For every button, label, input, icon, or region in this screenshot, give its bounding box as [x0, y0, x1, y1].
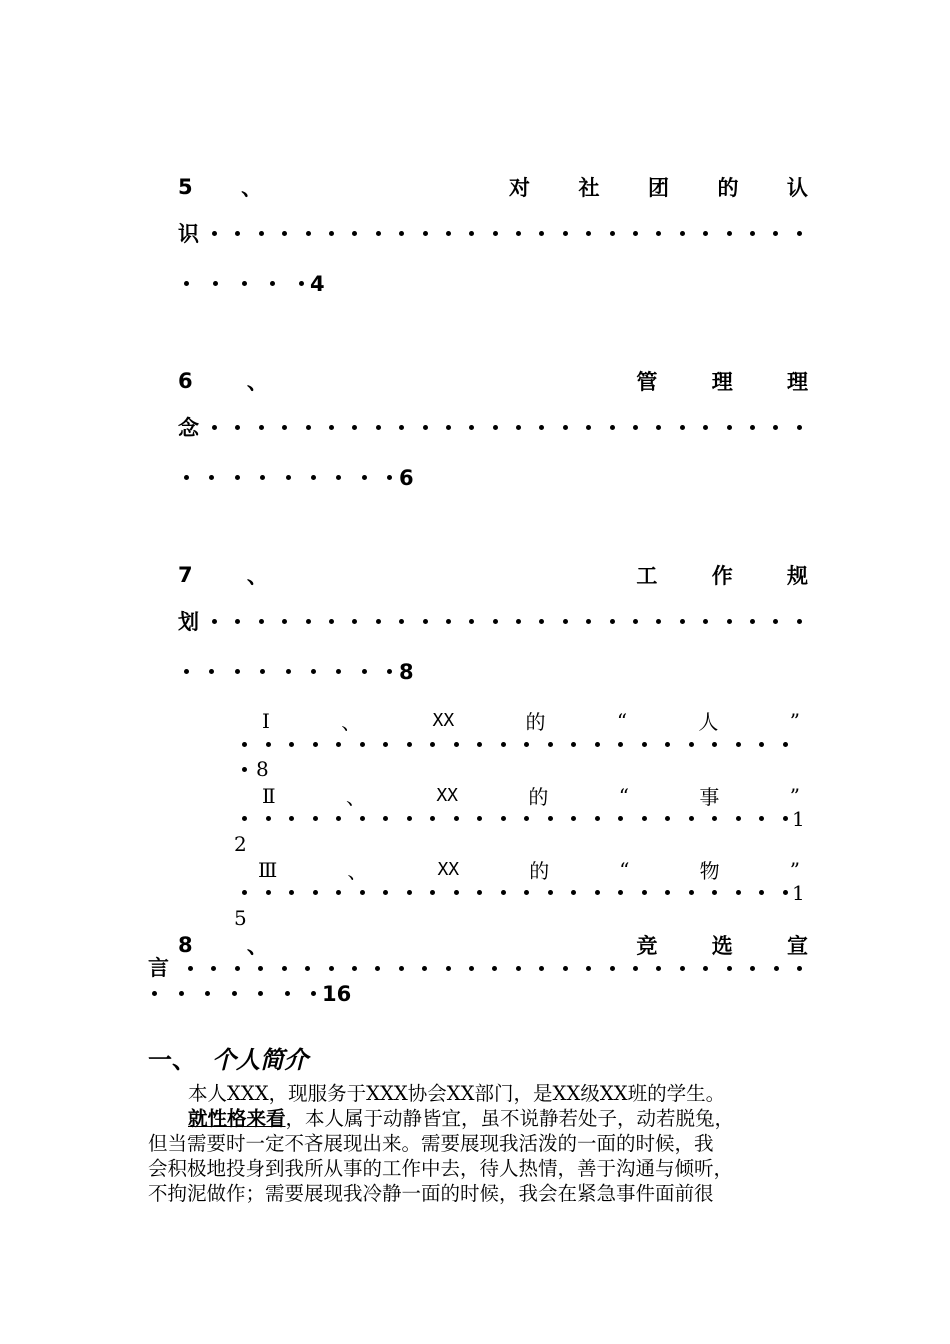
- toc-item-6-char: 管: [636, 370, 658, 394]
- leader-dot: [797, 231, 802, 236]
- leader-dot: [329, 619, 334, 624]
- toc-sub-3-rquote: ”: [789, 857, 800, 882]
- leader-dot: [235, 425, 240, 430]
- paragraph-1: 本人XXX，现服务于XXX协会XX部门，是XX级XX班的学生。: [188, 1082, 726, 1105]
- leader-dot: [563, 231, 568, 236]
- leader-dot: [258, 991, 263, 996]
- toc-item-7-last-char: 划: [178, 610, 199, 634]
- leader-dot: [783, 890, 788, 895]
- toc-item-7-char: 作: [711, 564, 733, 588]
- leader-dot: [352, 619, 357, 624]
- toc-sub-1-lquote: “: [616, 708, 628, 733]
- leader-dot: [289, 742, 294, 747]
- toc-sub-3-leader: [242, 890, 788, 895]
- leader-dot: [595, 742, 600, 747]
- toc-item-5-char: 认: [786, 176, 808, 200]
- leader-dot: [727, 966, 732, 971]
- leader-dot: [260, 475, 265, 480]
- paragraph-2-line-3: 会积极地投身到我所从事的工作中去，待人热情，善于沟通与倾听，: [148, 1157, 734, 1180]
- leader-dot: [289, 816, 294, 821]
- toc-sub-3-page-b: 5: [234, 906, 247, 930]
- leader-dot: [313, 816, 318, 821]
- toc-sub-2-rquote: ”: [789, 783, 800, 808]
- leader-dot: [797, 619, 802, 624]
- leader-dot: [516, 619, 521, 624]
- leader-dot: [360, 816, 365, 821]
- toc-item-5-char: 的: [717, 176, 739, 200]
- leader-dot: [407, 742, 412, 747]
- leader-dot: [376, 425, 381, 430]
- leader-dot: [430, 890, 435, 895]
- toc-sub-2-word: 事: [699, 785, 720, 809]
- leader-dot: [736, 890, 741, 895]
- leader-dot: [563, 619, 568, 624]
- leader-dot: [773, 425, 778, 430]
- toc-sub-1-separator: 、: [341, 710, 362, 734]
- leader-dot: [689, 742, 694, 747]
- leader-dot: [211, 966, 216, 971]
- toc-sub-1-page: 8: [256, 757, 269, 781]
- leader-dot: [548, 742, 553, 747]
- leader-dot: [477, 742, 482, 747]
- leader-dot: [571, 816, 576, 821]
- paragraph-2-line-2: 但当需要时一定不吝展现出来。需要展现我活泼的一面的时候，我: [148, 1132, 714, 1155]
- leader-dot: [383, 816, 388, 821]
- toc-item-6-number: 6: [178, 369, 193, 393]
- toc-item-8-leader-1: [188, 966, 802, 971]
- leader-dot: [242, 281, 247, 286]
- leader-dot: [689, 890, 694, 895]
- leader-dot: [524, 816, 529, 821]
- leader-dot: [595, 816, 600, 821]
- leader-dot: [750, 966, 755, 971]
- toc-sub-1-leader-1: [242, 742, 788, 747]
- leader-dot: [656, 619, 661, 624]
- leader-dot: [595, 890, 600, 895]
- toc-sub-2-roman: Ⅱ: [262, 783, 276, 808]
- leader-dot: [656, 425, 661, 430]
- leader-dot: [642, 742, 647, 747]
- leader-dot: [680, 231, 685, 236]
- toc-item-5-char: 对: [509, 176, 531, 200]
- leader-dot: [329, 231, 334, 236]
- leader-dot: [306, 231, 311, 236]
- body-text: [148, 1081, 808, 1206]
- leader-dot: [313, 890, 318, 895]
- leader-dot: [242, 767, 247, 772]
- leader-dot: [618, 742, 623, 747]
- leader-dot: [336, 475, 341, 480]
- leader-dot: [759, 816, 764, 821]
- leader-dot: [260, 669, 265, 674]
- leader-dot: [376, 619, 381, 624]
- leader-dot: [539, 966, 544, 971]
- toc-item-5-char: 团: [647, 176, 669, 200]
- leader-dot: [492, 966, 497, 971]
- leader-dot: [399, 619, 404, 624]
- leader-dot: [376, 231, 381, 236]
- leader-dot: [773, 231, 778, 236]
- toc-item-6-char: 理: [786, 370, 808, 394]
- leader-dot: [213, 281, 218, 286]
- leader-dot: [289, 890, 294, 895]
- leader-dot: [610, 425, 615, 430]
- toc-sub-1-de: 的: [525, 710, 546, 734]
- leader-dot: [539, 619, 544, 624]
- toc-item-7-leader-2: [184, 669, 392, 674]
- leader-dot: [454, 890, 459, 895]
- section-number: 一、: [148, 1045, 196, 1074]
- toc-item-8-char: 宣: [786, 934, 808, 958]
- leader-dot: [493, 619, 498, 624]
- leader-dot: [235, 669, 240, 674]
- toc-sub-2-page-a: 1: [792, 807, 805, 831]
- leader-dot: [306, 425, 311, 430]
- leader-dot: [259, 425, 264, 430]
- section-heading: [148, 1040, 308, 1075]
- leader-dot: [430, 816, 435, 821]
- leader-dot: [311, 475, 316, 480]
- toc-item-6-separator: 、: [246, 370, 268, 394]
- leader-dot: [286, 475, 291, 480]
- toc-sub-3-roman: Ⅲ: [258, 857, 278, 882]
- leader-dot: [152, 991, 157, 996]
- toc-item-5-page: 4: [310, 272, 325, 296]
- leader-dot: [258, 966, 263, 971]
- leader-dot: [362, 669, 367, 674]
- leader-dot: [665, 890, 670, 895]
- leader-dot: [727, 619, 732, 624]
- toc-item-6-leader-1: [212, 425, 802, 430]
- leader-dot: [571, 890, 576, 895]
- toc-item-8-last-char: 言: [148, 956, 169, 980]
- leader-dot: [311, 991, 316, 996]
- leader-dot: [712, 890, 717, 895]
- leader-dot: [618, 890, 623, 895]
- leader-dot: [501, 890, 506, 895]
- leader-dot: [242, 816, 247, 821]
- leader-dot: [407, 816, 412, 821]
- leader-dot: [360, 742, 365, 747]
- leader-dot: [797, 966, 802, 971]
- leader-dot: [539, 425, 544, 430]
- leader-dot: [423, 425, 428, 430]
- leader-dot: [270, 281, 275, 286]
- leader-dot: [501, 742, 506, 747]
- toc-item-5-separator: 、: [241, 176, 263, 200]
- leader-dot: [712, 742, 717, 747]
- toc-item-7-page: 8: [399, 660, 414, 684]
- leader-dot: [285, 991, 290, 996]
- leader-dot: [179, 991, 184, 996]
- leader-dot: [563, 425, 568, 430]
- leader-dot: [469, 966, 474, 971]
- leader-dot: [399, 966, 404, 971]
- toc-item-8-separator: 、: [246, 934, 268, 958]
- paragraph-2-line-1: [148, 1106, 808, 1131]
- leader-dot: [423, 231, 428, 236]
- leader-dot: [539, 231, 544, 236]
- leader-dot: [387, 669, 392, 674]
- leader-dot: [266, 742, 271, 747]
- leader-dot: [750, 425, 755, 430]
- leader-dot: [212, 231, 217, 236]
- leader-dot: [242, 890, 247, 895]
- leader-dot: [259, 619, 264, 624]
- leader-dot: [235, 966, 240, 971]
- leader-dot: [571, 742, 576, 747]
- toc-sub-3-separator: 、: [347, 859, 368, 883]
- toc-sub-2-de: 的: [528, 785, 549, 809]
- toc-item-8-number: 8: [178, 933, 193, 957]
- leader-dot: [352, 966, 357, 971]
- leader-dot: [282, 619, 287, 624]
- leader-dot: [680, 425, 685, 430]
- toc-sub-1-line1[interactable]: [262, 706, 800, 735]
- leader-dot: [524, 890, 529, 895]
- toc-item-8-char: 竞: [636, 934, 658, 958]
- leader-dot: [446, 966, 451, 971]
- leader-dot: [336, 890, 341, 895]
- toc-sub-1-rquote: ”: [789, 708, 800, 733]
- leader-dot: [656, 231, 661, 236]
- leader-dot: [282, 966, 287, 971]
- toc-sub-1-roman: Ⅰ: [262, 708, 270, 733]
- leader-dot: [212, 619, 217, 624]
- toc-sub-1-leader-2: [242, 767, 248, 772]
- leader-dot: [703, 966, 708, 971]
- leader-dot: [306, 619, 311, 624]
- leader-dot: [750, 619, 755, 624]
- leader-dot: [493, 231, 498, 236]
- leader-dot: [501, 816, 506, 821]
- leader-dot: [422, 966, 427, 971]
- leader-dot: [610, 619, 615, 624]
- toc-sub-2-lquote: “: [618, 783, 630, 808]
- leader-dot: [329, 966, 334, 971]
- leader-dot: [477, 816, 482, 821]
- leader-dot: [242, 742, 247, 747]
- leader-dot: [736, 816, 741, 821]
- toc-item-5-last-char: 识: [178, 222, 199, 246]
- toc-sub-1-word: 人: [698, 710, 719, 734]
- leader-dot: [311, 669, 316, 674]
- toc-sub-3-line1[interactable]: [258, 855, 800, 884]
- toc-sub-2-xx: XX: [436, 785, 459, 806]
- toc-item-8-line1[interactable]: [178, 930, 808, 960]
- leader-dot: [797, 425, 802, 430]
- toc-item-5-leader-1: [212, 231, 802, 236]
- leader-dot: [680, 619, 685, 624]
- leader-dot: [477, 890, 482, 895]
- leader-dot: [235, 231, 240, 236]
- leader-dot: [703, 231, 708, 236]
- toc-item-6-char: 理: [711, 370, 733, 394]
- toc-item-7-char: 规: [786, 564, 808, 588]
- toc-item-5-char: 社: [578, 176, 600, 200]
- leader-dot: [633, 231, 638, 236]
- leader-dot: [773, 619, 778, 624]
- leader-dot: [329, 425, 334, 430]
- leader-dot: [209, 475, 214, 480]
- leader-dot: [212, 425, 217, 430]
- leader-dot: [469, 619, 474, 624]
- leader-dot: [235, 475, 240, 480]
- leader-dot: [446, 231, 451, 236]
- leader-dot: [712, 816, 717, 821]
- leader-dot: [586, 231, 591, 236]
- toc-sub-2-separator: 、: [345, 785, 366, 809]
- leader-dot: [383, 742, 388, 747]
- toc-sub-2-line1[interactable]: [262, 781, 800, 810]
- leader-dot: [375, 966, 380, 971]
- leader-dot: [205, 991, 210, 996]
- leader-dot: [516, 425, 521, 430]
- leader-dot: [727, 425, 732, 430]
- leader-dot: [352, 231, 357, 236]
- toc-item-7-char: 工: [636, 564, 658, 588]
- leader-dot: [618, 816, 623, 821]
- leader-dot: [299, 281, 304, 286]
- leader-dot: [633, 425, 638, 430]
- leader-dot: [286, 669, 291, 674]
- leader-dot: [454, 816, 459, 821]
- leader-dot: [633, 966, 638, 971]
- leader-dot: [736, 742, 741, 747]
- leader-dot: [362, 475, 367, 480]
- leader-dot: [266, 816, 271, 821]
- leader-dot: [610, 966, 615, 971]
- paragraph-2-line-4: 不拘泥做作；需要展现我冷静一面的时候，我会在紧急事件面前很: [148, 1182, 714, 1205]
- leader-dot: [446, 619, 451, 624]
- toc-sub-3-word: 物: [699, 859, 720, 883]
- toc-item-6-page: 6: [399, 466, 414, 490]
- leader-dot: [610, 231, 615, 236]
- toc-item-7-separator: 、: [246, 564, 268, 588]
- leader-dot: [430, 742, 435, 747]
- leader-dot: [665, 742, 670, 747]
- leader-dot: [399, 231, 404, 236]
- section-title: 个人简介: [212, 1045, 308, 1074]
- toc-item-5-line1[interactable]: [178, 172, 808, 202]
- leader-dot: [336, 742, 341, 747]
- leader-dot: [703, 425, 708, 430]
- leader-dot: [774, 966, 779, 971]
- toc-item-7-line1[interactable]: [178, 560, 808, 590]
- leader-dot: [313, 742, 318, 747]
- toc-item-8-page: 16: [322, 982, 352, 1006]
- leader-dot: [266, 890, 271, 895]
- leader-dot: [703, 619, 708, 624]
- toc-item-8-char: 选: [711, 934, 733, 958]
- leader-dot: [209, 669, 214, 674]
- leader-dot: [750, 231, 755, 236]
- leader-dot: [586, 966, 591, 971]
- leader-dot: [783, 816, 788, 821]
- leader-dot: [383, 890, 388, 895]
- leader-dot: [469, 231, 474, 236]
- toc-sub-3-lquote: “: [619, 857, 630, 882]
- leader-dot: [642, 816, 647, 821]
- leader-dot: [633, 619, 638, 624]
- leader-dot: [759, 742, 764, 747]
- leader-dot: [305, 966, 310, 971]
- toc-sub-3-de: 的: [529, 859, 550, 883]
- leader-dot: [524, 742, 529, 747]
- toc-item-6-leader-2: [184, 475, 392, 480]
- leader-dot: [469, 425, 474, 430]
- toc-item-7-number: 7: [178, 563, 193, 587]
- toc-sub-3-xx: XX: [437, 859, 460, 880]
- leader-dot: [586, 619, 591, 624]
- leader-dot: [563, 966, 568, 971]
- leader-dot: [184, 281, 189, 286]
- leader-dot: [493, 425, 498, 430]
- leader-dot: [336, 669, 341, 674]
- leader-dot: [680, 966, 685, 971]
- leader-dot: [689, 816, 694, 821]
- leader-dot: [387, 475, 392, 480]
- leader-dot: [360, 890, 365, 895]
- paragraph-2-emphasis: 就性格来看: [188, 1107, 286, 1130]
- leader-dot: [188, 966, 193, 971]
- leader-dot: [656, 966, 661, 971]
- toc-sub-1-xx: XX: [432, 710, 455, 731]
- leader-dot: [516, 966, 521, 971]
- toc-item-5-number: 5: [178, 175, 193, 199]
- leader-dot: [184, 475, 189, 480]
- leader-dot: [282, 231, 287, 236]
- leader-dot: [586, 425, 591, 430]
- leader-dot: [184, 669, 189, 674]
- leader-dot: [407, 890, 412, 895]
- toc-item-7-leader-1: [212, 619, 802, 624]
- toc-sub-3-page-a: 1: [792, 881, 805, 905]
- leader-dot: [232, 991, 237, 996]
- toc-item-5-leader-2: [184, 281, 304, 286]
- leader-dot: [642, 890, 647, 895]
- paragraph-2-rest: ，本人属于动静皆宜，虽不说静若处子，动若脱兔，: [285, 1107, 735, 1130]
- toc-item-6-line1[interactable]: [178, 366, 808, 396]
- toc-sub-2-leader: [242, 816, 788, 821]
- leader-dot: [665, 816, 670, 821]
- leader-dot: [282, 425, 287, 430]
- leader-dot: [759, 890, 764, 895]
- leader-dot: [516, 231, 521, 236]
- leader-dot: [446, 425, 451, 430]
- leader-dot: [399, 425, 404, 430]
- toc-item-8-leader-2: [152, 991, 316, 996]
- leader-dot: [352, 425, 357, 430]
- leader-dot: [235, 619, 240, 624]
- leader-dot: [423, 619, 428, 624]
- toc-item-6-last-char: 念: [178, 416, 199, 440]
- toc-sub-2-page-b: 2: [234, 832, 247, 856]
- leader-dot: [783, 742, 788, 747]
- leader-dot: [454, 742, 459, 747]
- leader-dot: [336, 816, 341, 821]
- leader-dot: [548, 890, 553, 895]
- leader-dot: [727, 231, 732, 236]
- leader-dot: [259, 231, 264, 236]
- leader-dot: [548, 816, 553, 821]
